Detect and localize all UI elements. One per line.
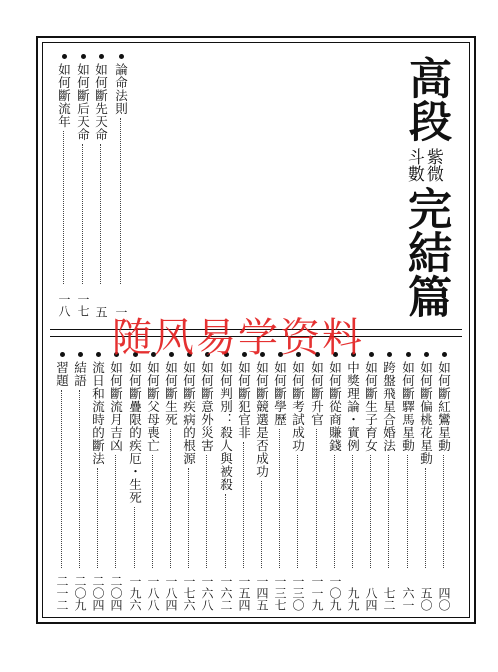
toc-entry-title: 習題 <box>54 361 70 387</box>
toc-entry-title: 如何斷升官 <box>309 361 325 426</box>
toc-leader-dots <box>206 455 207 568</box>
toc-page-number: 一三七 <box>273 574 287 611</box>
toc-leader-dots <box>100 144 101 284</box>
toc-page-number: 一 <box>114 305 128 318</box>
toc-leader-dots <box>82 144 83 284</box>
toc-page-number: 二〇四 <box>91 574 105 611</box>
toc-leader-dots <box>297 455 298 568</box>
toc-entry-title: 如何斷競選是否成功 <box>254 361 270 478</box>
toc-leader-dots <box>63 131 64 284</box>
book-title-part1: 高段 <box>402 56 452 142</box>
toc-entry[interactable] <box>219 352 233 612</box>
toc-entry-title: 如何斷流月吉凶 <box>108 361 124 452</box>
toc-entry-title: 如何斷從商賺錢 <box>327 361 343 452</box>
toc-leader-dots <box>170 429 171 568</box>
toc-leader-dots <box>120 118 121 284</box>
toc-leader-dots <box>352 455 353 568</box>
toc-entry-title: 如何斷犯官非 <box>236 361 252 439</box>
toc-entry[interactable] <box>273 352 287 612</box>
toc-entry[interactable] <box>128 352 142 612</box>
toc-bullet <box>60 352 65 357</box>
toc-entry[interactable] <box>55 352 69 612</box>
toc-entry[interactable] <box>146 352 160 612</box>
toc-entry[interactable] <box>401 352 415 612</box>
toc-page-number: 一八 <box>57 293 71 317</box>
toc-entry-title: 如何斷驛馬星動 <box>400 361 416 452</box>
toc-bullet <box>119 54 124 59</box>
toc-entry-title: 如何斷紅鸞星動 <box>436 361 452 452</box>
toc-leader-dots <box>334 455 335 568</box>
toc-entry-title: 如何斷偏桃花星動 <box>418 361 434 465</box>
book-subtitle-col1: 紫微 <box>422 148 443 182</box>
toc-page-number: 四〇 <box>437 587 451 611</box>
toc-entry-title: 如何斷意外災害 <box>199 361 215 452</box>
toc-leader-dots <box>152 455 153 568</box>
toc-entry-title: 中獎理論・實例 <box>345 361 361 452</box>
toc-page-number: 六一 <box>401 587 415 611</box>
toc-entry-title: 如何判別：殺人與被殺 <box>218 361 234 491</box>
toc-leader-dots <box>370 455 371 568</box>
toc-leader-dots <box>407 455 408 568</box>
toc-page-number: 一八四 <box>164 574 178 611</box>
toc-leader-dots <box>188 468 189 568</box>
toc-entry[interactable] <box>91 352 105 612</box>
toc-entry-title: 如何斷先天命 <box>93 63 109 141</box>
toc-entry[interactable] <box>328 352 342 612</box>
toc-entry-title: 如何斷疾病的根源 <box>181 361 197 465</box>
toc-entry[interactable] <box>346 352 360 612</box>
toc-entry[interactable] <box>382 352 396 612</box>
toc-leader-dots <box>316 429 317 568</box>
toc-entry[interactable] <box>57 54 71 318</box>
toc-leader-dots <box>79 390 80 568</box>
toc-entry[interactable] <box>200 352 214 612</box>
toc-entry-title: 如何斷生子育女 <box>363 361 379 452</box>
toc-entry-title: 如何斷流年 <box>56 63 72 128</box>
toc-page-number: 二〇九 <box>73 574 87 611</box>
toc-entry-title: 論命法則 <box>113 63 129 115</box>
toc-entry[interactable] <box>182 352 196 612</box>
toc-page-number: 一九六 <box>128 574 142 611</box>
toc-page-number: 二〇四 <box>109 574 123 611</box>
toc-bullet <box>424 352 429 357</box>
toc-bullet <box>442 352 447 357</box>
toc-page-number: 一三〇 <box>291 574 305 611</box>
toc-entry[interactable] <box>237 352 251 612</box>
toc-leader-dots <box>97 468 98 568</box>
toc-leader-dots <box>225 494 226 568</box>
toc-entry[interactable] <box>255 352 269 612</box>
toc-leader-dots <box>115 455 116 568</box>
toc-page-number: 八四 <box>364 587 378 611</box>
toc-entry[interactable] <box>291 352 305 612</box>
toc-page-number: 一六二 <box>219 574 233 611</box>
toc-entry-title: 跨盤飛星合婚法 <box>381 361 397 452</box>
toc-page-number: 五 <box>94 305 108 318</box>
book-subtitle-col2: 斗數 <box>403 148 424 182</box>
toc-leader-dots <box>61 390 62 568</box>
toc-entry[interactable] <box>114 54 128 318</box>
toc-leader-dots <box>279 429 280 568</box>
toc-bullet <box>406 352 411 357</box>
toc-entry[interactable] <box>76 54 90 318</box>
toc-leader-dots <box>388 455 389 568</box>
toc-page-number: 五〇 <box>419 587 433 611</box>
toc-page-number: 一四五 <box>255 574 269 611</box>
toc-leader-dots <box>425 468 426 568</box>
toc-page-number: 二一二 <box>55 574 69 611</box>
toc-page-number: 一七 <box>76 293 90 317</box>
toc-entry-title: 如何斷考試成功 <box>290 361 306 452</box>
toc-entry-title: 如何斷疊限的疾厄・生死 <box>127 361 143 504</box>
toc-entry-title: 如何斷學歷 <box>272 361 288 426</box>
toc-bullet <box>99 54 104 59</box>
toc-page-number: 七二 <box>382 587 396 611</box>
toc-page-number: 一一九 <box>310 574 324 611</box>
toc-entry[interactable] <box>164 352 178 612</box>
toc-page-number: 一七六 <box>182 574 196 611</box>
toc-bullet <box>369 352 374 357</box>
toc-leader-dots <box>443 455 444 568</box>
toc-entry-title: 如何斷生死 <box>163 361 179 426</box>
toc-entry[interactable] <box>437 352 451 612</box>
toc-bullet <box>96 352 101 357</box>
toc-entry-title: 如何斷父母喪亡 <box>145 361 161 452</box>
toc-page-number: 一〇九 <box>328 574 342 611</box>
toc-page-number: 九九 <box>346 587 360 611</box>
toc-entry[interactable] <box>94 54 108 318</box>
toc-leader-dots <box>134 507 135 568</box>
toc-entry[interactable] <box>109 352 123 612</box>
toc-leader-dots <box>243 442 244 568</box>
toc-entry[interactable] <box>419 352 433 612</box>
watermark: 随风易学资料 <box>112 315 364 361</box>
toc-page-number: 一八八 <box>146 574 160 611</box>
toc-page-number: 一六八 <box>200 574 214 611</box>
toc-entry[interactable] <box>364 352 378 612</box>
book-title-part2: 完結篇 <box>400 186 451 318</box>
toc-page-number: 一五四 <box>237 574 251 611</box>
toc-entry-title: 結語 <box>72 361 88 387</box>
toc-bullet <box>387 352 392 357</box>
toc-entry[interactable] <box>310 352 324 612</box>
toc-leader-dots <box>261 481 262 568</box>
toc-entry-title: 如何斷后天命 <box>75 63 91 141</box>
toc-entry-title: 流日和流時的斷法 <box>90 361 106 465</box>
toc-bullet <box>81 54 86 59</box>
toc-entry[interactable] <box>73 352 87 612</box>
toc-bullet <box>62 54 67 59</box>
toc-bullet <box>78 352 83 357</box>
